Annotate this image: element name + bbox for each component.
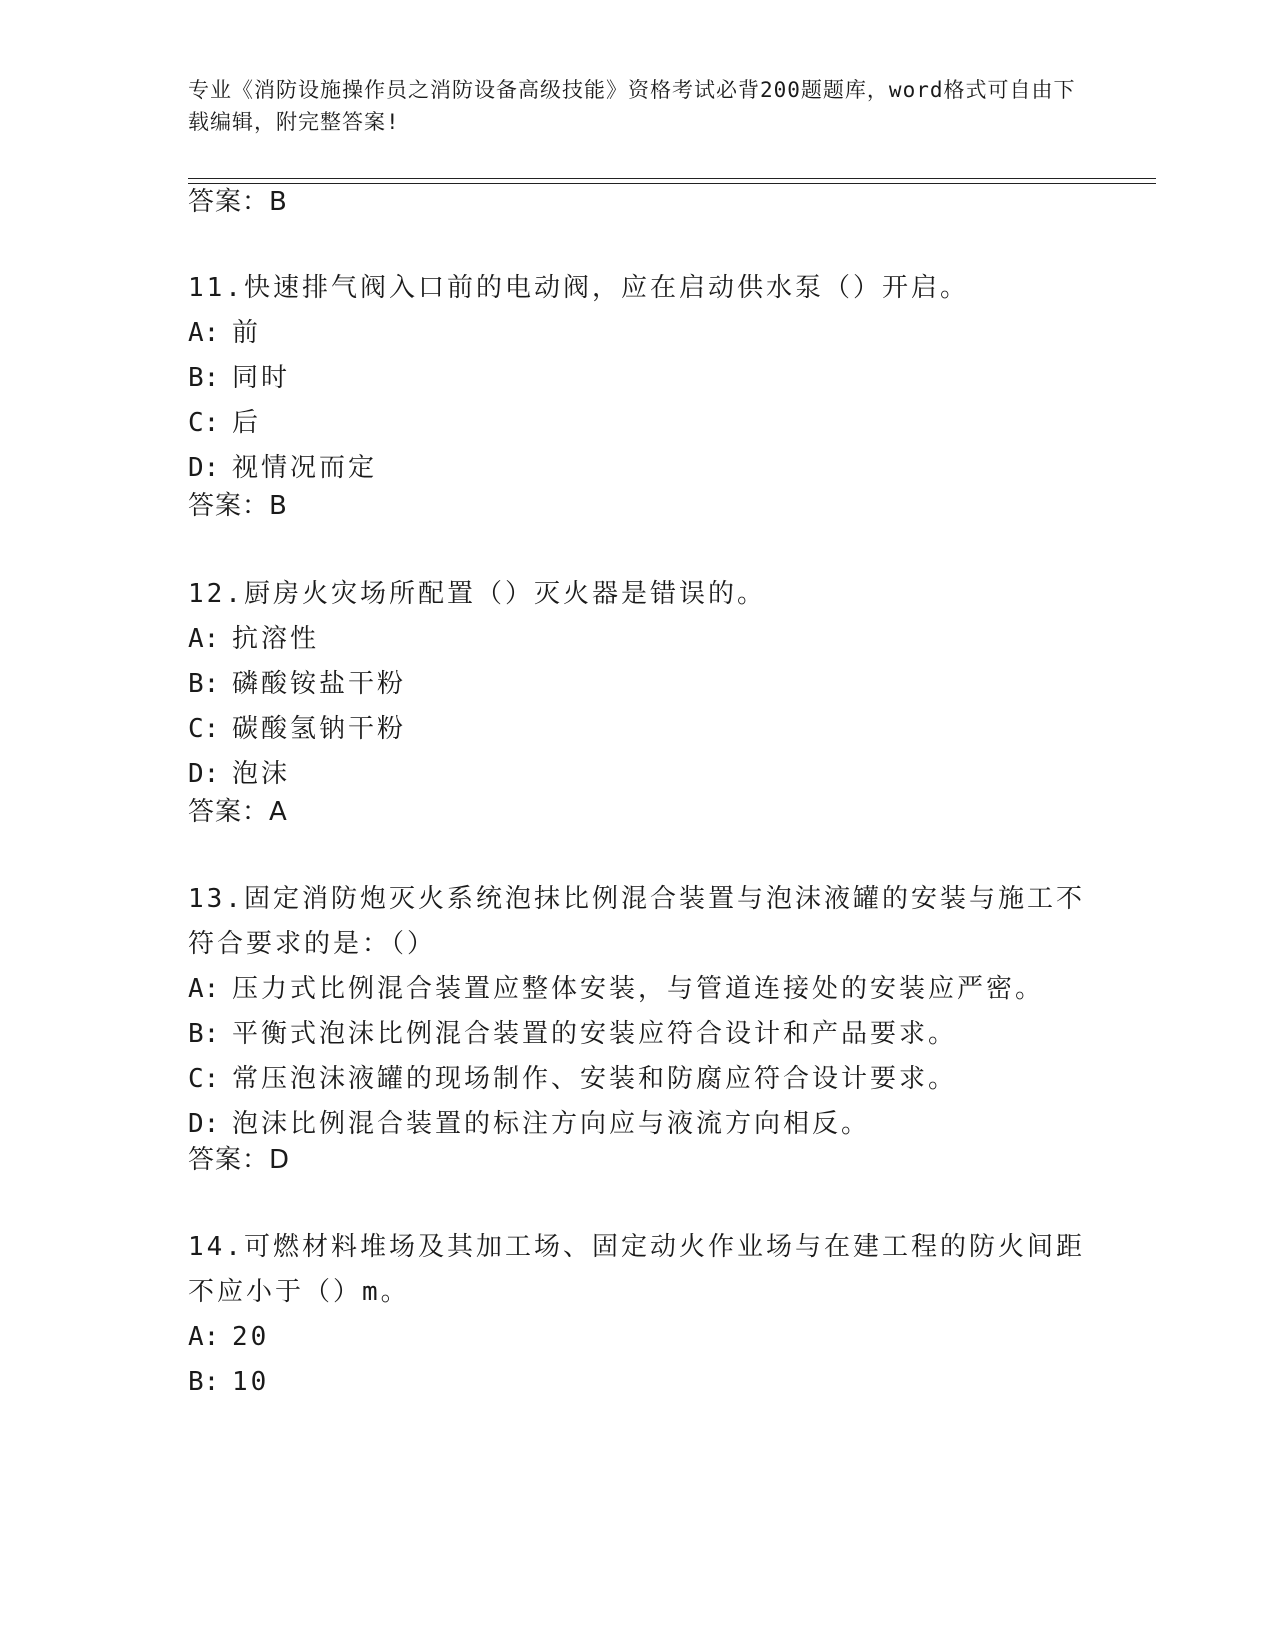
option-text: 后 xyxy=(232,408,262,438)
option-text: 常压泡沫液罐的现场制作、安装和防腐应符合设计要求。 xyxy=(232,1064,958,1094)
option-d xyxy=(188,446,1088,491)
option-text: 视情况而定 xyxy=(232,453,378,483)
option-letter: D: xyxy=(188,453,220,483)
option-letter: A: xyxy=(188,318,220,348)
option-text: 抗溶性 xyxy=(232,624,320,654)
question-text: 可燃材料堆场及其加工场、固定动火作业场与在建工程的防火间距不应小于（）m。 xyxy=(188,1232,1085,1307)
option-b xyxy=(188,662,1088,707)
option-letter: B: xyxy=(188,363,220,393)
option-letter: C: xyxy=(188,1064,220,1094)
option-text: 泡沫 xyxy=(232,759,291,789)
answer-label: 答案： xyxy=(188,187,270,217)
question-14 xyxy=(188,1225,1088,1405)
answer-13 xyxy=(188,1144,290,1176)
option-letter: C: xyxy=(188,714,220,744)
answer-12 xyxy=(188,796,288,828)
question-stem xyxy=(188,572,1088,617)
question-number: 14. xyxy=(188,1232,244,1262)
answer-label: 答案： xyxy=(188,797,270,827)
question-number: 11. xyxy=(188,273,244,303)
option-text: 同时 xyxy=(232,363,291,393)
option-b xyxy=(188,356,1088,401)
option-letter: A: xyxy=(188,974,220,1004)
question-11 xyxy=(188,266,1088,491)
option-text: 泡沫比例混合装置的标注方向应与液流方向相反。 xyxy=(232,1109,871,1139)
question-stem xyxy=(188,1225,1088,1315)
option-letter: B: xyxy=(188,1367,220,1397)
option-d xyxy=(188,1102,1088,1147)
option-a xyxy=(188,617,1088,662)
option-text: 压力式比例混合装置应整体安装，与管道连接处的安装应严密。 xyxy=(232,974,1045,1004)
question-number: 12. xyxy=(188,579,244,609)
option-text: 平衡式泡沫比例混合装置的安装应符合设计和产品要求。 xyxy=(232,1019,958,1049)
question-stem xyxy=(188,877,1088,967)
option-d xyxy=(188,752,1088,797)
option-text: 10 xyxy=(232,1367,270,1397)
question-text: 厨房火灾场所配置（）灭火器是错误的。 xyxy=(243,579,766,609)
question-13 xyxy=(188,877,1088,1147)
answer-value: D xyxy=(269,1145,291,1175)
option-letter: A: xyxy=(188,624,220,654)
option-a xyxy=(188,311,1088,356)
option-c xyxy=(188,401,1088,446)
option-b xyxy=(188,1360,1088,1405)
question-stem xyxy=(188,266,1088,311)
option-c xyxy=(188,707,1088,752)
option-b xyxy=(188,1012,1088,1057)
option-letter: B: xyxy=(188,1019,220,1049)
option-letter: D: xyxy=(188,1109,220,1139)
question-text: 快速排气阀入口前的电动阀，应在启动供水泵（）开启。 xyxy=(243,273,969,303)
option-a xyxy=(188,967,1088,1012)
answer-value: A xyxy=(269,797,288,827)
option-letter: D: xyxy=(188,759,220,789)
answer-value: B xyxy=(269,491,288,521)
document-intro: 专业《消防设施操作员之消防设备高级技能》资格考试必背200题题库，word格式可自由下载编辑，附完整答案! xyxy=(188,78,1076,134)
header-divider-double xyxy=(188,183,1156,184)
question-text: 固定消防炮灭火系统泡抹比例混合装置与泡沫液罐的安装与施工不符合要求的是：（） xyxy=(188,884,1085,959)
option-text: 前 xyxy=(232,318,262,348)
question-number: 13. xyxy=(188,884,244,914)
option-text: 碳酸氢钠干粉 xyxy=(232,714,407,744)
answer-label: 答案： xyxy=(188,1145,270,1175)
answer-11 xyxy=(188,490,288,522)
option-c xyxy=(188,1057,1088,1102)
option-letter: C: xyxy=(188,408,220,438)
previous-answer xyxy=(188,186,288,218)
question-12 xyxy=(188,572,1088,797)
answer-label: 答案： xyxy=(188,491,270,521)
option-a xyxy=(188,1315,1088,1360)
option-text: 20 xyxy=(232,1322,270,1352)
option-text: 磷酸铵盐干粉 xyxy=(232,669,407,699)
answer-value: B xyxy=(269,187,288,217)
option-letter: B: xyxy=(188,669,220,699)
header-divider xyxy=(188,178,1156,179)
option-letter: A: xyxy=(188,1322,220,1352)
